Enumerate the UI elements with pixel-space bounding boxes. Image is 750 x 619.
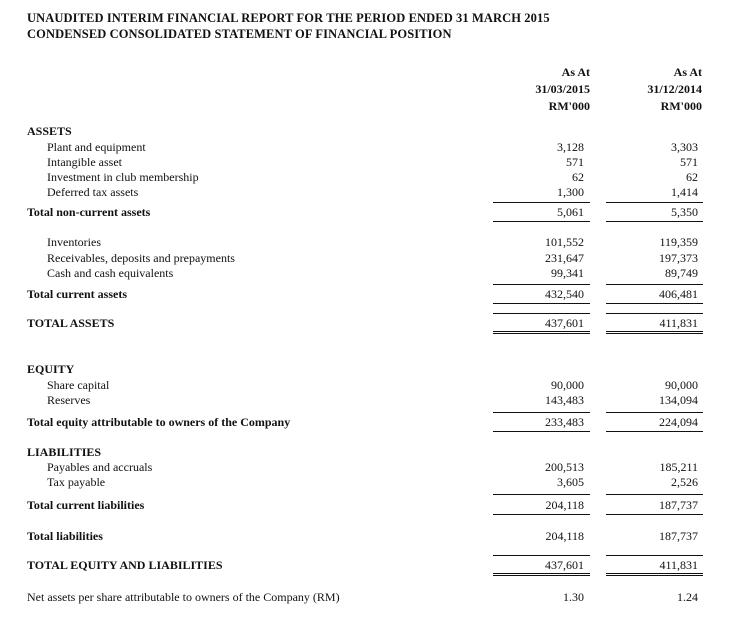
row-value-current: 231,647 [545, 251, 584, 265]
total-noncurrent-assets-prior: 5,350 [671, 205, 698, 219]
row-value-prior: 134,094 [659, 393, 698, 407]
rule [493, 412, 590, 413]
row-value-prior: 89,749 [665, 266, 698, 280]
rule [493, 221, 590, 222]
net-assets-per-share-label: Net assets per share attributable to owners of the Company (RM) [27, 590, 340, 604]
rule [493, 202, 590, 203]
total-equity-liabilities-label: TOTAL EQUITY AND LIABILITIES [27, 558, 223, 572]
total-equity-prior: 224,094 [659, 415, 698, 429]
row-value-prior: 90,000 [665, 378, 698, 392]
row-label: Tax payable [47, 475, 106, 489]
total-assets-prior: 411,831 [659, 316, 698, 330]
row-label: Share capital [47, 378, 110, 392]
rule [606, 313, 703, 314]
column-header-unit: RM'000 [548, 99, 590, 113]
rule [493, 284, 590, 285]
total-noncurrent-assets-current: 5,061 [557, 205, 584, 219]
row-value-prior: 62 [686, 170, 698, 184]
column-header-date: 31/12/2014 [647, 82, 702, 96]
row-value-current: 3,605 [557, 475, 584, 489]
rule [606, 333, 703, 334]
report-title: UNAUDITED INTERIM FINANCIAL REPORT FOR THE PERIOD ENDED 31 MARCH 2015 [27, 11, 550, 25]
total-equity-current: 233,483 [545, 415, 584, 429]
total-current-assets-prior: 406,481 [659, 287, 698, 301]
row-value-current: 90,000 [551, 378, 584, 392]
row-label: Receivables, deposits and prepayments [47, 251, 235, 265]
rule [493, 575, 590, 576]
row-value-current: 200,513 [545, 460, 584, 474]
rule [606, 555, 703, 556]
column-header-line1: As At [673, 65, 702, 79]
statement-title: CONDENSED CONSOLIDATED STATEMENT OF FINANCIAL POSITION [27, 27, 452, 41]
total-current-assets-label: Total current assets [27, 287, 127, 301]
total-liabilities-label: Total liabilities [27, 529, 103, 543]
row-label: Inventories [47, 235, 101, 249]
row-value-current: 143,483 [545, 393, 584, 407]
total-current-assets-current: 432,540 [545, 287, 584, 301]
rule [606, 331, 703, 332]
total-equity-label: Total equity attributable to owners of the Company [27, 415, 291, 429]
row-label: Investment in club membership [47, 170, 199, 184]
total-equity-liabilities-current: 437,601 [545, 558, 584, 572]
rule [493, 331, 590, 332]
rule [493, 333, 590, 334]
rule [493, 313, 590, 314]
rule [493, 573, 590, 574]
rule [606, 573, 703, 574]
rule [493, 303, 590, 304]
column-header-line1: As At [561, 65, 590, 79]
rule [493, 555, 590, 556]
column-header-date: 31/03/2015 [535, 82, 590, 96]
row-value-current: 62 [572, 170, 584, 184]
rule [493, 494, 590, 495]
row-value-prior: 119,359 [659, 235, 698, 249]
net-assets-per-share-prior: 1.24 [677, 590, 698, 604]
total-noncurrent-assets-label: Total non-current assets [27, 205, 151, 219]
row-label: Deferred tax assets [47, 185, 139, 199]
row-value-current: 3,128 [557, 140, 584, 154]
row-value-current: 99,341 [551, 266, 584, 280]
column-header-prior [592, 64, 702, 115]
row-value-current: 101,552 [545, 235, 584, 249]
total-current-liabilities-label: Total current liabilities [27, 498, 145, 512]
rule [606, 514, 703, 515]
row-value-prior: 2,526 [671, 475, 698, 489]
total-equity-liabilities-prior: 411,831 [659, 558, 698, 572]
column-header-unit: RM'000 [660, 99, 702, 113]
row-label: Plant and equipment [47, 140, 146, 154]
row-value-prior: 3,303 [671, 140, 698, 154]
equity-heading: EQUITY [27, 362, 75, 376]
rule [606, 202, 703, 203]
rule [606, 575, 703, 576]
liabilities-heading: LIABILITIES [27, 445, 102, 459]
row-label: Payables and accruals [47, 460, 153, 474]
assets-heading: ASSETS [27, 124, 72, 138]
column-header-current [480, 64, 590, 115]
total-liabilities-current: 204,118 [545, 529, 584, 543]
rule [606, 494, 703, 495]
row-label: Intangible asset [47, 155, 122, 169]
total-liabilities-prior: 187,737 [659, 529, 698, 543]
row-value-prior: 571 [680, 155, 698, 169]
rule [606, 221, 703, 222]
rule [493, 514, 590, 515]
rule [606, 412, 703, 413]
total-current-liabilities-current: 204,118 [545, 498, 584, 512]
row-label: Reserves [47, 393, 91, 407]
row-value-prior: 185,211 [659, 460, 698, 474]
rule [606, 284, 703, 285]
row-value-current: 1,300 [557, 185, 584, 199]
total-current-liabilities-prior: 187,737 [659, 498, 698, 512]
row-value-prior: 1,414 [671, 185, 698, 199]
row-value-prior: 197,373 [659, 251, 698, 265]
net-assets-per-share-current: 1.30 [563, 590, 584, 604]
rule [493, 431, 590, 432]
rule [606, 303, 703, 304]
total-assets-label: TOTAL ASSETS [27, 316, 115, 330]
row-value-current: 571 [566, 155, 584, 169]
total-assets-current: 437,601 [545, 316, 584, 330]
rule [606, 431, 703, 432]
row-label: Cash and cash equivalents [47, 266, 174, 280]
